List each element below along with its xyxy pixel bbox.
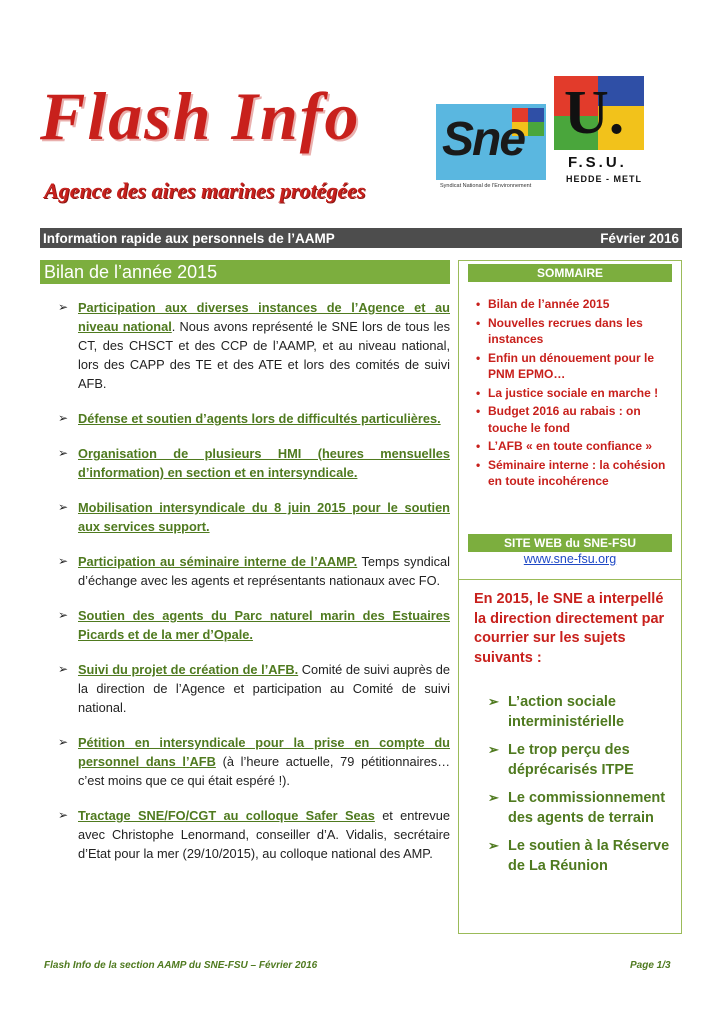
arrow-bullet-icon: ➢ — [488, 838, 499, 853]
topic-item — [488, 740, 678, 780]
sommaire-title: SOMMAIRE — [468, 264, 672, 282]
footer-source: Flash Info de la section AAMP du SNE-FSU – Février 2016 — [44, 960, 318, 971]
list-item — [58, 298, 450, 393]
arrow-bullet-icon: ➢ — [488, 790, 499, 805]
topic-label: Le soutien à la Réserve de La Réunion — [508, 838, 670, 874]
arrow-bullet-icon: ➢ — [58, 300, 69, 314]
item-heading: Participation aux diverses instances de l’Agence et au niveau national — [78, 300, 450, 334]
item-text: Temps syndical d’échange avec les agents et représentants nationaux avec FO. — [78, 554, 450, 588]
newsletter-title: Flash Info — [40, 78, 361, 154]
newsletter-subtitle: Agence des aires marines protégées — [44, 178, 366, 203]
item-text: Comité de suivi auprès de la direction de l’Agence et participation au Comité de suivi national. — [78, 662, 450, 715]
sne-logo-tagline: Syndicat National de l'Environnement — [440, 183, 532, 189]
item-heading: Mobilisation intersyndicale du 8 juin 2015 pour le soutien aux services support. — [78, 500, 450, 534]
letters-intro: En 2015, le SNE a interpellé la direction directement par courrier sur les sujets suivants : — [474, 591, 665, 666]
arrow-bullet-icon: ➢ — [58, 500, 69, 514]
issue-date: Février 2016 — [600, 230, 679, 246]
fsu-logo — [550, 74, 670, 194]
sommaire-item: • L’AFB « en toute confiance » — [474, 438, 678, 455]
arrow-bullet-icon: ➢ — [58, 735, 69, 749]
website-title: SITE WEB du SNE-FSU — [468, 534, 672, 552]
list-item — [58, 606, 450, 644]
item-heading: Organisation de plusieurs HMI (heures mensuelles d’information) en section et en intersyndicale. — [78, 446, 450, 480]
item-heading: Tractage SNE/FO/CGT au colloque Safer Seas — [78, 808, 375, 823]
topic-item — [488, 692, 678, 732]
sommaire-item: • Séminaire interne : la cohésion en toute incohérence — [474, 457, 678, 490]
item-heading: Participation au séminaire interne de l’AAMP. — [78, 554, 358, 569]
website-link[interactable]: www.sne-fsu.org — [523, 552, 617, 566]
list-item — [58, 498, 450, 536]
item-heading: Pétition en intersyndicale pour la prise en compte du personnel dans l’AFB — [78, 735, 450, 769]
topic-item — [488, 836, 678, 876]
list-item — [58, 552, 450, 590]
fsu-logo-letter: U. — [564, 79, 625, 147]
arrow-bullet-icon: ➢ — [58, 446, 69, 460]
topic-item — [488, 788, 678, 828]
page-number: Page 1/3 — [630, 960, 671, 971]
topic-label: Le trop perçu des déprécarisés ITPE — [508, 742, 634, 778]
item-heading: Soutien des agents du Parc naturel marin des Estuaires Picards et de la mer d’Opale. — [78, 608, 450, 642]
sommaire-item: • Enfin un dénouement pour le PNM EPMO… — [474, 350, 678, 383]
item-text: (à l’heure actuelle, 79 pétitionnaires… c’est moins que ce qui était espéré !). — [78, 754, 451, 788]
sne-logo — [436, 104, 548, 189]
achievements-list — [58, 298, 450, 879]
item-heading: Suivi du projet de création de l’AFB. — [78, 662, 299, 677]
sommaire-list — [474, 296, 678, 492]
arrow-bullet-icon: ➢ — [58, 411, 69, 425]
sommaire-item: • La justice sociale en marche ! — [474, 385, 678, 402]
sidebar-divider — [458, 579, 682, 580]
list-item — [58, 444, 450, 482]
topic-label: Le commissionnement des agents de terrain — [508, 790, 666, 826]
item-text: et entrevue avec Christophe Lenormand, conseiller d’A. Vidalis, secrétaire d’Etat pour la mer (29/10/2015), au colloque national des AMP. — [78, 808, 450, 861]
arrow-bullet-icon: ➢ — [58, 554, 69, 568]
info-band — [40, 228, 682, 248]
list-item — [58, 660, 450, 717]
arrow-bullet-icon: ➢ — [488, 742, 499, 757]
sommaire-item: • Nouvelles recrues dans les instances — [474, 315, 678, 348]
sommaire-item: • Budget 2016 au rabais : on touche le fond — [474, 403, 678, 436]
item-heading: Défense et soutien d’agents lors de difficultés particulières. — [78, 411, 441, 426]
fsu-logo-subtext: HEDDE - METL — [566, 174, 642, 184]
list-item — [58, 733, 450, 790]
letters-topics-list — [488, 692, 678, 884]
section-title: Bilan de l’année 2015 — [40, 260, 450, 284]
arrow-bullet-icon: ➢ — [58, 662, 69, 676]
topic-label: L’action sociale interministérielle — [508, 694, 625, 730]
fsu-logo-text: F.S.U. — [568, 154, 627, 171]
sne-logo-word: Sne — [442, 113, 525, 166]
arrow-bullet-icon: ➢ — [58, 608, 69, 622]
arrow-bullet-icon: ➢ — [58, 808, 69, 822]
list-item — [58, 806, 450, 863]
list-item — [58, 409, 450, 428]
sommaire-item: • Bilan de l’année 2015 — [474, 296, 678, 313]
info-band-label: Information rapide aux personnels de l’AAMP — [43, 230, 335, 246]
item-text: . Nous avons représenté le SNE lors de tous les CT, des CHSCT et des CCP de l’AAMP, et au niveau national, lors des CAPP des TE et des ATE et lors des comités de suivi AFB. — [78, 319, 450, 391]
arrow-bullet-icon: ➢ — [488, 694, 499, 709]
